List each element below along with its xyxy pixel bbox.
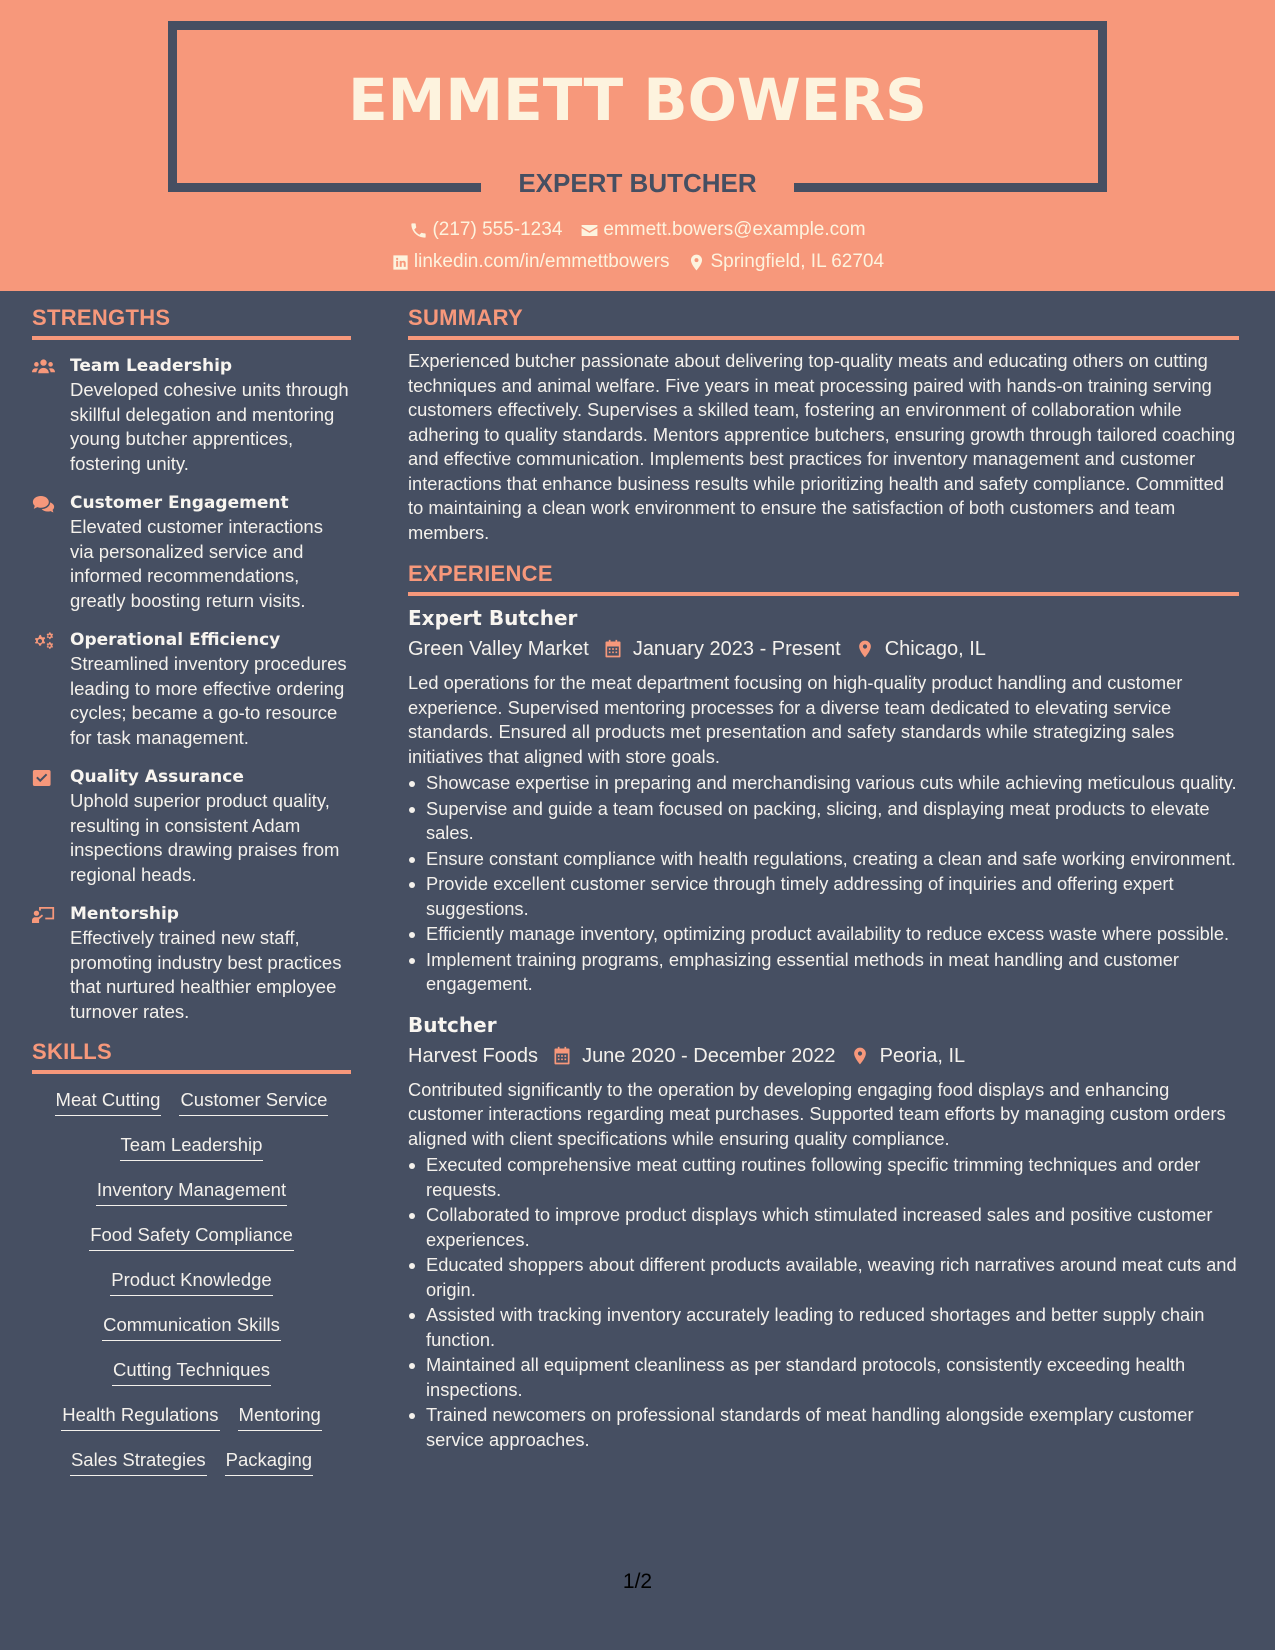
linkedin-text[interactable]: linkedin.com/in/emmettbowers: [413, 251, 670, 272]
skill-tag: Food Safety Compliance: [89, 1223, 294, 1251]
strength-desc: Uphold superior product quality, resulting in consistent Adam inspections drawing praises from regional heads.: [70, 790, 340, 885]
job-meta: [408, 635, 1239, 663]
strength-title: Team Leadership: [70, 356, 233, 376]
bullet-item: Efficiently manage inventory, optimizing product availability to reduce excess waste where possible.: [408, 922, 1239, 947]
job-bullets: [408, 771, 1239, 997]
phone-icon: [409, 221, 428, 240]
location-text: Springfield, IL 62704: [710, 251, 885, 272]
check-square-icon: [32, 768, 55, 788]
contact-location: [687, 251, 884, 273]
right-column: [408, 305, 1239, 1453]
calendar-icon: [552, 1046, 572, 1066]
strength-item: [32, 628, 351, 750]
strength-item: [32, 491, 351, 613]
skill-tag: Inventory Management: [96, 1178, 287, 1206]
comments-icon: [32, 494, 55, 514]
bullet-item: Implement training programs, emphasizing essential methods in meat handling and customer engagement.: [408, 948, 1239, 997]
bullet-item: Collaborated to improve product displays which stimulated increased sales and positive customer experiences.: [408, 1203, 1239, 1252]
skill-tag: Communication Skills: [102, 1313, 281, 1341]
skill-tag: Packaging: [225, 1448, 313, 1476]
candidate-title: EXPERT BUTCHER: [518, 168, 757, 198]
strength-desc: Streamlined inventory procedures leading to more effective ordering cycles; became a go-to resource for task management.: [70, 653, 347, 748]
strength-title: Operational Efficiency: [70, 630, 281, 650]
bullet-item: Assisted with tracking inventory accurately leading to reduced shortages and better supply chain function.: [408, 1303, 1239, 1352]
strength-desc: Elevated customer interactions via personalized service and informed recommendations, greatly boosting return visits.: [70, 516, 323, 611]
strength-item: [32, 765, 351, 887]
skill-tag: Mentoring: [238, 1403, 322, 1431]
summary-text: Experienced butcher passionate about delivering top-quality meats and educating others on cutting techniques and animal welfare. Five years in meat processing paired with hands-on training serving customers effectively. Supervises a skilled team, fostering an environment of collaboration while adhering to quality standards. Mentors apprentice butchers, ensuring growth through tailored coaching and effective communication. Implements best practices for inventory management and customer interactions that enhance business results while prioritizing health and safety compliance. Committed to maintaining a clean work environment to ensure the satisfaction of both customers and team members.: [408, 350, 1236, 543]
job-role: Butcher: [408, 1012, 497, 1037]
skills-list: [32, 1088, 351, 1476]
contact-phone: [409, 219, 562, 241]
bullet-item: Maintained all equipment cleanliness as per standard protocols, consistently exceeding health inspections.: [408, 1353, 1239, 1402]
skills-heading: SKILLS: [32, 1039, 351, 1074]
job-dates: June 2020 - December 2022: [582, 1044, 836, 1067]
strength-desc: Effectively trained new staff, promoting industry best practices that nurtured healthier employee turnover rates.: [70, 927, 342, 1022]
strength-desc: Developed cohesive units through skillful delegation and mentoring young butcher apprentices, fostering unity.: [70, 379, 349, 474]
map-marker-icon: [850, 1046, 870, 1066]
job-description: Contributed significantly to the operation by developing engaging food displays and enhancing customer interactions regarding meat purchases. Supported team efforts by managing custom orders aligned with client specifications while ensuring quality compliance.: [408, 1078, 1226, 1149]
bullet-item: Showcase expertise in preparing and merchandising various cuts while achieving meticulous quality.: [408, 771, 1239, 796]
skill-tag: Meat Cutting: [55, 1088, 162, 1116]
email-text[interactable]: emmett.bowers@example.com: [603, 219, 866, 240]
calendar-icon: [603, 639, 623, 659]
candidate-name: EMMETT BOWERS: [348, 66, 927, 134]
job-company: Green Valley Market: [408, 638, 589, 660]
bullet-item: Educated shoppers about different products available, weaving rich narratives around meat cuts and origin.: [408, 1253, 1239, 1302]
bullet-item: Provide excellent customer service through timely addressing of inquiries and offering expert suggestions.: [408, 872, 1239, 921]
chalkboard-teacher-icon: [32, 905, 55, 925]
skill-tag: Sales Strategies: [70, 1448, 207, 1476]
bullet-item: Supervise and guide a team focused on packing, slicing, and displaying meat products to elevate sales.: [408, 797, 1239, 846]
strength-title: Customer Engagement: [70, 493, 289, 513]
resume-header: [0, 0, 1275, 291]
experience-entry: [408, 1011, 1239, 1453]
skill-tag: Cutting Techniques: [112, 1358, 271, 1386]
strength-item: [32, 354, 351, 476]
contact-row-2: [0, 251, 1275, 273]
job-description: Led operations for the meat department focusing on high-quality product handling and customer experience. Supervised mentoring processes for a diverse team dedicated to elevating service standards. Ensured all products met presentation and safety standards while strategizing sales initiatives that aligned with store goals.: [408, 672, 1183, 767]
strengths-heading: STRENGTHS: [32, 305, 351, 340]
map-marker-icon: [855, 639, 875, 659]
skill-tag: Customer Service: [179, 1088, 328, 1116]
phone-text: (217) 555-1234: [432, 219, 563, 240]
job-location: Chicago, IL: [884, 638, 986, 660]
envelope-icon: [580, 221, 599, 240]
skill-tag: Health Regulations: [61, 1403, 219, 1431]
bullet-item: Ensure constant compliance with health regulations, creating a clean and safe working environment.: [408, 847, 1239, 872]
job-meta: [408, 1042, 1239, 1070]
contact-row-1: [0, 219, 1275, 241]
linkedin-icon: [391, 253, 410, 272]
job-dates: January 2023 - Present: [632, 638, 841, 660]
map-marker-icon: [687, 253, 706, 272]
contact-email[interactable]: [580, 219, 865, 241]
summary-heading: SUMMARY: [408, 305, 1239, 340]
users-icon: [32, 357, 55, 377]
strength-title: Mentorship: [70, 904, 179, 924]
experience-entry: [408, 604, 1239, 997]
job-bullets: [408, 1153, 1239, 1452]
experience-heading: EXPERIENCE: [408, 561, 1239, 596]
skill-tag: Product Knowledge: [110, 1268, 272, 1296]
skill-tag: Team Leadership: [120, 1133, 264, 1161]
job-location: Peoria, IL: [879, 1044, 966, 1067]
job-role: Expert Butcher: [408, 606, 578, 630]
page-number: 1/2: [622, 1570, 653, 1593]
strength-item: [32, 902, 351, 1024]
cogs-icon: [32, 631, 55, 651]
strengths-list: [32, 354, 351, 1024]
left-column: [32, 305, 351, 1476]
contact-linkedin[interactable]: [391, 251, 670, 273]
strength-title: Quality Assurance: [70, 767, 244, 787]
bullet-item: Executed comprehensive meat cutting routines following specific trimming techniques and order requests.: [408, 1153, 1239, 1202]
bullet-item: Trained newcomers on professional standards of meat handling alongside exemplary customer service approaches.: [408, 1403, 1239, 1452]
job-company: Harvest Foods: [408, 1044, 539, 1067]
